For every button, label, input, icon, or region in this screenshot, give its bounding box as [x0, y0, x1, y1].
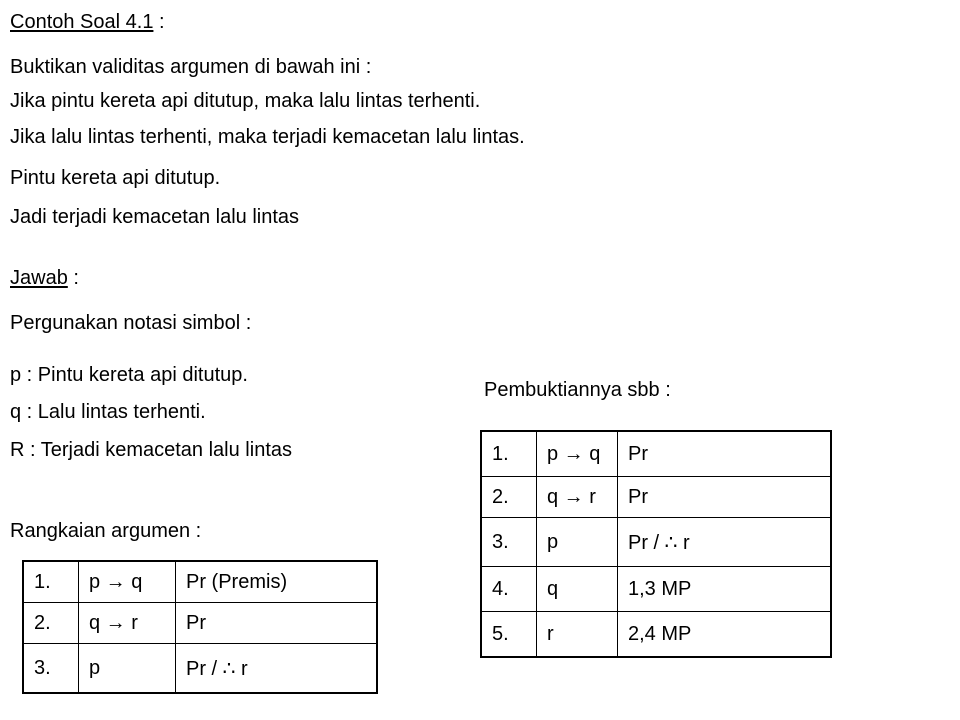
- argument-chain-label: Rangkaian argumen :: [10, 520, 202, 542]
- reason: Pr: [618, 477, 832, 518]
- premise-3: Pintu kereta api ditutup.: [10, 167, 221, 189]
- reason: 2,4 MP: [618, 612, 832, 658]
- proof-table: [480, 430, 832, 658]
- row-number: 4.: [481, 567, 537, 612]
- row-number: 2.: [481, 477, 537, 518]
- table-row: [481, 567, 831, 612]
- table-row: [481, 431, 831, 477]
- symbol-p: p : Pintu kereta api ditutup.: [10, 364, 248, 386]
- reason: Pr (Premis): [176, 561, 378, 603]
- row-number: 2.: [23, 603, 79, 644]
- argument-chain-table: [22, 560, 378, 694]
- statement: p → q: [79, 561, 176, 603]
- row-number: 1.: [23, 561, 79, 603]
- notation-intro: Pergunakan notasi simbol :: [10, 312, 252, 334]
- premise-1: Jika pintu kereta api ditutup, maka lalu lintas terhenti.: [10, 90, 481, 112]
- reason: Pr: [618, 431, 832, 477]
- answer-label-colon: :: [67, 267, 79, 289]
- row-number: 3.: [23, 644, 79, 694]
- statement: q → r: [537, 477, 618, 518]
- row-number: 1.: [481, 431, 537, 477]
- table-row: [481, 612, 831, 658]
- statement: r: [537, 612, 618, 658]
- row-number: 5.: [481, 612, 537, 658]
- reason: Pr / ∴ r: [618, 518, 832, 567]
- statement: p → q: [537, 431, 618, 477]
- table-row: [481, 477, 831, 518]
- table-row: [23, 603, 377, 644]
- row-number: 3.: [481, 518, 537, 567]
- answer-label: Jawab: [10, 267, 68, 289]
- reason: Pr: [176, 603, 378, 644]
- statement: q → r: [79, 603, 176, 644]
- proof-label: Pembuktiannya sbb :: [484, 379, 671, 401]
- statement: q: [537, 567, 618, 612]
- example-title-colon: :: [153, 11, 165, 33]
- problem-instruction: Buktikan validitas argumen di bawah ini :: [10, 56, 372, 78]
- statement: p: [537, 518, 618, 567]
- reason: 1,3 MP: [618, 567, 832, 612]
- statement: p: [79, 644, 176, 694]
- conclusion: Jadi terjadi kemacetan lalu lintas: [10, 206, 300, 228]
- table-row: [481, 518, 831, 567]
- table-row: [23, 561, 377, 603]
- premise-2: Jika lalu lintas terhenti, maka terjadi kemacetan lalu lintas.: [10, 126, 525, 148]
- answer-heading: [10, 266, 79, 290]
- example-heading: [10, 10, 165, 34]
- example-title: Contoh Soal 4.1: [10, 11, 154, 33]
- symbol-r: R : Terjadi kemacetan lalu lintas: [10, 439, 292, 461]
- table-row: [23, 644, 377, 694]
- symbol-q: q : Lalu lintas terhenti.: [10, 401, 206, 423]
- reason: Pr / ∴ r: [176, 644, 378, 694]
